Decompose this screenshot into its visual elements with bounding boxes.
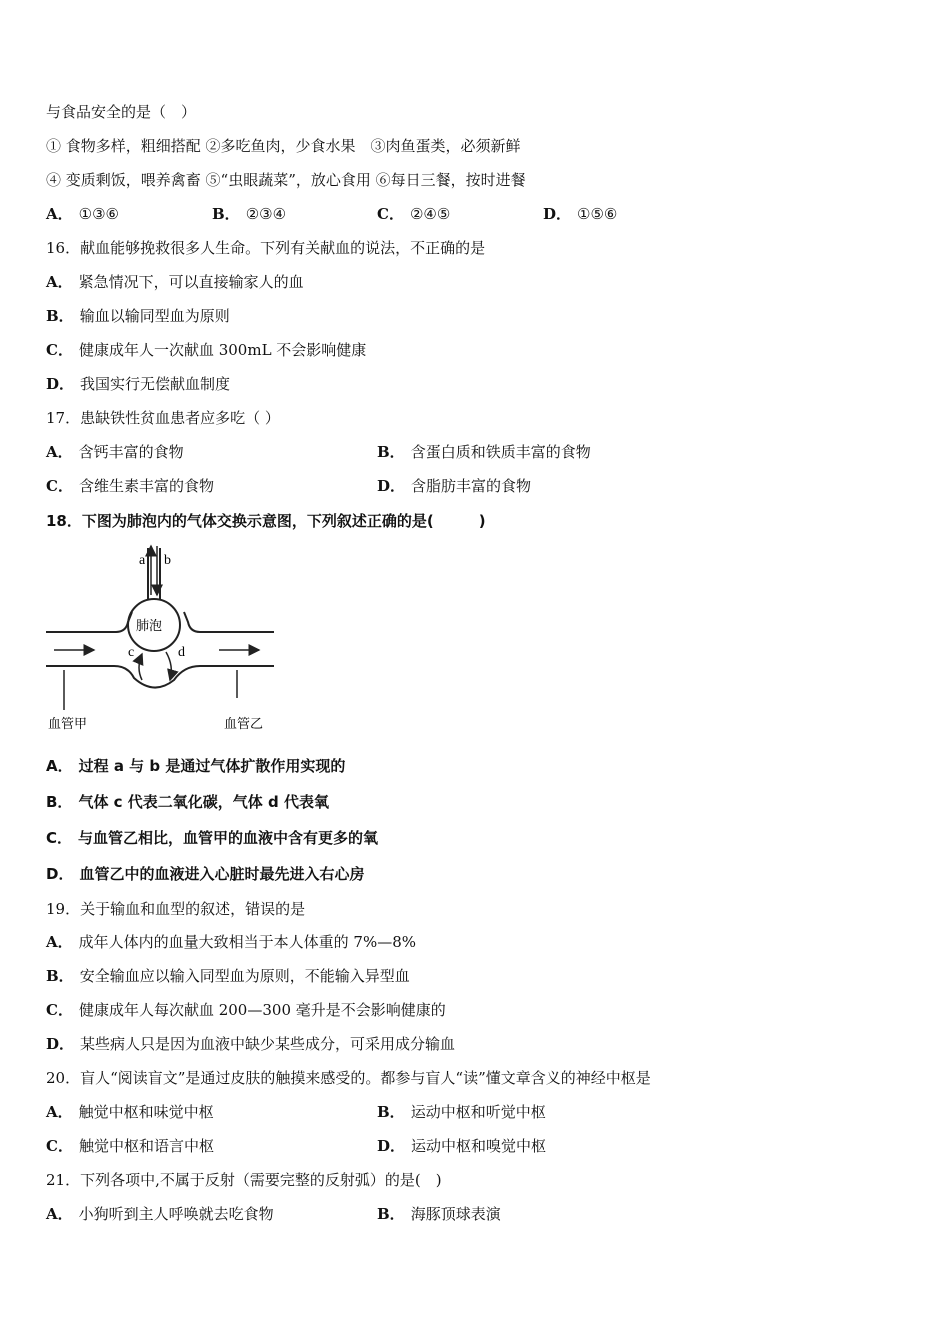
q16-option-d: D． 我国实行无偿献血制度	[46, 375, 231, 393]
q20-stem: 20．盲人“阅读盲文”是通过皮肤的触摸来感受的。都参与盲人“读”懂文章含义的神经中枢是	[46, 1069, 651, 1087]
q19-option-d: D． 某些病人只是因为血液中缺少某些成分，可采用成分输血	[46, 1035, 456, 1053]
label-c: c	[128, 645, 135, 660]
q19-stem: 19．关于输血和血型的叙述，错误的是	[46, 900, 306, 918]
label-vessel-1: 血管甲	[48, 717, 88, 732]
q18-stem: 18．下图为肺泡内的气体交换示意图，下列叙述正确的是( )	[46, 512, 486, 530]
label-vessel-2: 血管乙	[224, 717, 264, 732]
label-d: d	[178, 645, 185, 660]
label-alveolus: 肺泡	[136, 619, 163, 634]
q19-option-a: A． 成年人体内的血量大致相当于本人体重的 7%—8%	[46, 933, 417, 951]
q17-option-c: C． 含维生素丰富的食物	[46, 477, 214, 495]
q21-stem: 21．下列各项中,不属于反射（需要完整的反射弧）的是( )	[46, 1171, 442, 1189]
q21-option-a: A． 小狗听到主人呼唤就去吃食物	[46, 1205, 274, 1223]
q15-option-a: A． ①③⑥	[46, 205, 119, 223]
q17-option-a: A． 含钙丰富的食物	[46, 443, 184, 461]
q20-option-b: B． 运动中枢和听觉中枢	[377, 1103, 546, 1121]
q17-option-d: D． 含脂肪丰富的食物	[377, 477, 532, 495]
q15-stem: 与食品安全的是（ ）	[46, 103, 197, 121]
alveolus-gas-exchange-diagram	[44, 540, 284, 735]
arrow-c	[139, 654, 142, 680]
q15-line-1: ① 食物多样，粗细搭配 ②多吃鱼肉，少食水果 ③肉鱼蛋类，必须新鲜	[46, 137, 521, 155]
q20-option-d: D． 运动中枢和嗅觉中枢	[377, 1137, 547, 1155]
q21-option-b: B． 海豚顶球表演	[377, 1205, 501, 1223]
q18-option-b: B． 气体 c 代表二氧化碳，气体 d 代表氧	[46, 793, 329, 811]
q15-option-d: D． ①⑤⑥	[543, 205, 618, 223]
q18-option-c: C． 与血管乙相比，血管甲的血液中含有更多的氧	[46, 829, 379, 847]
q20-option-a: A． 触觉中枢和味觉中枢	[46, 1103, 214, 1121]
q16-stem: 16．献血能够挽救很多人生命。下列有关献血的说法，不正确的是	[46, 239, 486, 257]
q15-option-b: B． ②③④	[212, 205, 287, 223]
label-a: a	[139, 553, 146, 568]
q15-option-c: C． ②④⑤	[377, 205, 451, 223]
q19-option-b: B． 安全输血应以输入同型血为原则，不能输入异型血	[46, 967, 410, 985]
arrow-d	[166, 652, 171, 680]
q16-option-b: B． 输血以输同型血为原则	[46, 307, 230, 325]
q15-line-2: ④ 变质剩饭，喂养禽畜 ⑤“虫眼蔬菜”，放心食用 ⑥每日三餐，按时进餐	[46, 171, 526, 189]
q18-option-d: D． 血管乙中的血液进入心脏时最先进入右心房	[46, 865, 365, 883]
vessel-bottom-wall	[46, 666, 274, 688]
q17-option-b: B． 含蛋白质和铁质丰富的食物	[377, 443, 591, 461]
q20-option-c: C． 触觉中枢和语言中枢	[46, 1137, 214, 1155]
label-b: b	[164, 553, 171, 568]
q18-option-a: A． 过程 a 与 b 是通过气体扩散作用实现的	[46, 757, 346, 775]
q17-stem: 17．患缺铁性贫血患者应多吃（ ）	[46, 409, 280, 427]
q16-option-a: A． 紧急情况下，可以直接输家人的血	[46, 273, 304, 291]
q16-option-c: C． 健康成年人一次献血 300mL 不会影响健康	[46, 341, 367, 359]
q19-option-c: C． 健康成年人每次献血 200—300 毫升是不会影响健康的	[46, 1001, 446, 1019]
